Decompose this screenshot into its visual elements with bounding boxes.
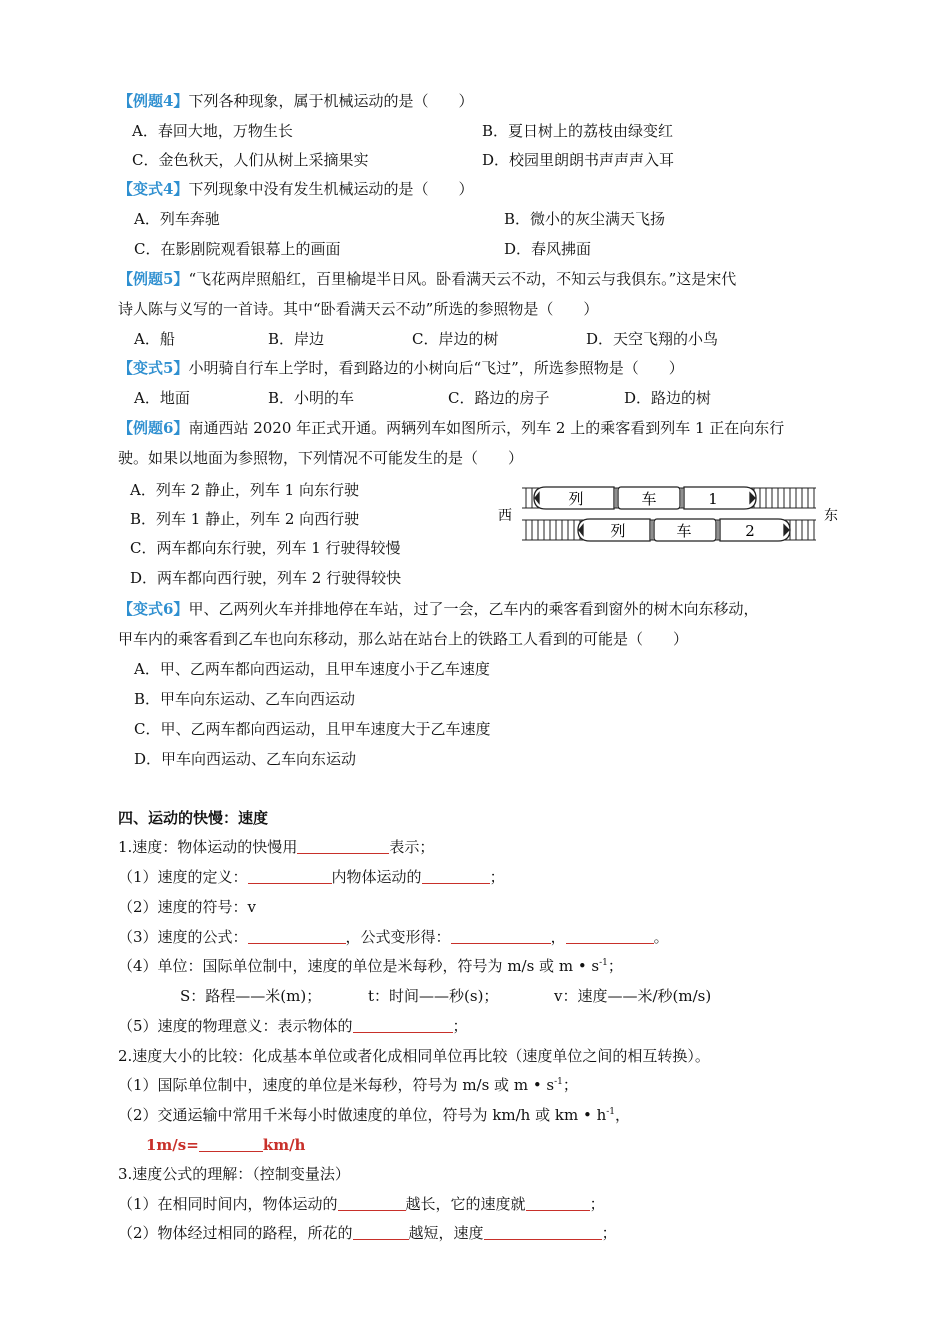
same-time (118, 1193, 605, 1215)
speed-unit-end: ； (607, 957, 623, 975)
train-1-label-3: 1 (708, 490, 718, 508)
variant-4-stem (118, 178, 473, 200)
conv-right: km/h (262, 1136, 306, 1154)
speed-formula-text2: ，公式变形得： (345, 928, 451, 946)
variant-5-option-b: B．小明的车 (268, 389, 355, 407)
blank-same-distance-1[interactable] (353, 1223, 409, 1240)
variant-5-option-a: A．地面 (134, 389, 190, 407)
blank-speed-expressed[interactable] (297, 837, 389, 854)
blank-same-distance-2[interactable] (484, 1223, 602, 1240)
blank-same-time-2[interactable] (526, 1194, 590, 1211)
example-5-tag: 【例题5】 (118, 270, 189, 288)
example-5-option-b: B．岸边 (268, 330, 325, 348)
variant-4-option-b: B．微小的灰尘满天飞扬 (504, 210, 666, 228)
example-6-option-a: A．列车 2 静止，列车 1 向东行驶 (130, 481, 359, 499)
example-5-stem-line1 (118, 268, 736, 290)
si-unit-text: （1）国际单位制中，速度的单位是米每秒，符号为 m/s 或 m • s (118, 1076, 555, 1094)
conv-left: 1m/s= (146, 1136, 199, 1154)
variant-6-option-b: B．甲车向东运动、乙车向西运动 (134, 690, 356, 708)
train-2-label-1: 列 (610, 522, 626, 540)
same-distance (118, 1222, 617, 1244)
example-5-option-a: A．船 (134, 330, 175, 348)
variant-5-tag: 【变式5】 (118, 359, 189, 377)
speed-symbol: （2）速度的符号：v (118, 898, 257, 916)
same-time-text1: （1）在相同时间内，物体运动的 (118, 1195, 338, 1213)
blank-meaning[interactable] (353, 1016, 453, 1033)
variant-5-option-c: C．路边的房子 (448, 389, 550, 407)
blank-def-2[interactable] (422, 867, 490, 884)
variant-6-stem-line2: 甲车内的乘客看到乙车也向东移动，那么站在站台上的铁路工人看到的可能是（ ） (118, 630, 689, 648)
si-unit (118, 1074, 578, 1096)
speed-definition (118, 866, 505, 888)
speed-unit (118, 955, 623, 977)
unit-conversion (146, 1134, 305, 1156)
example-6-tag: 【例题6】 (118, 419, 189, 437)
example-4-option-a: A．春回大地，万物生长 (132, 122, 293, 140)
example-5-stem-line2: 诗人陈与义写的一首诗。其中“卧看满天云不动”所选的参照物是（ ） (118, 300, 599, 318)
example-4-option-c: C．金色秋天，人们从树上采摘果实 (132, 151, 369, 169)
formula-understanding: 3.速度公式的理解：（控制变量法） (118, 1165, 350, 1183)
unit-v: v：速度——米/秒(m/s) (554, 987, 712, 1005)
speed-formula-text1: （3）速度的公式： (118, 928, 248, 946)
same-time-text2: 越长，它的速度就 (405, 1195, 526, 1213)
variant-6-option-d: D．甲车向西运动、乙车向东运动 (134, 750, 357, 768)
blank-def-1[interactable] (248, 867, 332, 884)
example-4-tag: 【例题4】 (118, 92, 189, 110)
east-label: 东 (824, 508, 838, 524)
variant-6-option-c: C．甲、乙两车都向西运动，且甲车速度大于乙车速度 (134, 720, 491, 738)
speed-def-text1: （1）速度的定义： (118, 868, 248, 886)
speed-meaning-text: （5）速度的物理意义：表示物体的 (118, 1017, 353, 1035)
traffic-unit-sup: -1 (606, 1107, 616, 1117)
variant-4-option-c: C．在影剧院观看银幕上的画面 (134, 240, 341, 258)
traffic-unit-end: ， (615, 1106, 631, 1124)
train-1-label-1: 列 (568, 490, 584, 508)
speed-formula-text3: ， (550, 928, 566, 946)
blank-conversion[interactable] (199, 1135, 263, 1152)
unit-s: S：路程——米(m)； (180, 987, 322, 1005)
blank-formula[interactable] (248, 927, 346, 944)
speed-intro-end: 表示； (389, 838, 435, 856)
variant-5-text: 小明骑自行车上学时，看到路边的小树向后“飞过”，所选参照物是（ ） (188, 359, 684, 377)
example-6-option-c: C．两车都向东行驶，列车 1 行驶得较慢 (130, 539, 401, 557)
speed-intro-text: 1.速度：物体运动的快慢用 (118, 838, 298, 856)
train-2-label-2: 车 (676, 522, 692, 540)
variant-6-tag: 【变式6】 (118, 600, 189, 618)
example-6-stem-line1 (118, 417, 784, 439)
example-5-text1: “飞花两岸照船红，百里榆堤半日风。卧看满天云不动，不知云与我俱东。”这是宋代 (188, 270, 737, 288)
blank-same-time-1[interactable] (338, 1194, 406, 1211)
speed-def-text2: 内物体运动的 (331, 868, 422, 886)
section-4-title: 四、运动的快慢：速度 (118, 809, 269, 827)
example-6-stem-line2: 驶。如果以地面为参照物，下列情况不可能发生的是（ ） (118, 449, 524, 467)
example-6-option-d: D．两车都向西行驶，列车 2 行驶得较快 (130, 569, 402, 587)
variant-4-option-d: D．春风拂面 (504, 240, 592, 258)
blank-formula-var-2[interactable] (566, 927, 654, 944)
same-time-end: ； (589, 1195, 605, 1213)
speed-formula (118, 926, 669, 948)
speed-unit-text: （4）单位：国际单位制中，速度的单位是米每秒，符号为 m/s 或 m • s (118, 957, 600, 975)
train-2-label-3: 2 (745, 522, 755, 540)
si-unit-end: ； (562, 1076, 578, 1094)
variant-5-option-d: D．路边的树 (624, 389, 712, 407)
west-label: 西 (498, 508, 512, 524)
blank-formula-var-1[interactable] (451, 927, 551, 944)
example-6-text1: 南通西站 2020 年正式开通。两辆列车如图所示，列车 2 上的乘客看到列车 1 正在向东行 (188, 419, 785, 437)
variant-4-text: 下列现象中没有发生机械运动的是（ ） (188, 180, 474, 198)
speed-meaning-end: ； (452, 1017, 468, 1035)
traffic-unit-text: （2）交通运输中常用千米每小时做速度的单位，符号为 km/h 或 km • h (118, 1106, 607, 1124)
variant-6-stem-line1 (118, 598, 758, 620)
same-distance-text2: 越短，速度 (408, 1224, 484, 1242)
example-4-option-d: D．校园里朗朗书声声声入耳 (482, 151, 675, 169)
example-4-option-b: B．夏日树上的荔枝由绿变红 (482, 122, 674, 140)
variant-4-tag: 【变式4】 (118, 180, 189, 198)
example-4-text: 下列各种现象，属于机械运动的是（ ） (188, 92, 474, 110)
traffic-unit (118, 1104, 630, 1126)
variant-6-text1: 甲、乙两列火车并排地停在车站，过了一会，乙车内的乘客看到窗外的树木向东移动， (188, 600, 759, 618)
unit-t: t：时间——秒(s)； (368, 987, 499, 1005)
train-figure (494, 480, 842, 546)
same-distance-text1: （2）物体经过相同的路程，所花的 (118, 1224, 353, 1242)
si-unit-sup: -1 (554, 1077, 563, 1087)
speed-formula-end: 。 (653, 928, 669, 946)
speed-intro (118, 836, 434, 858)
variant-6-option-a: A．甲、乙两车都向西运动，且甲车速度小于乙车速度 (134, 660, 490, 678)
speed-def-end: ； (489, 868, 505, 886)
variant-5-stem (118, 357, 684, 379)
same-distance-end: ； (601, 1224, 617, 1242)
example-6-option-b: B．列车 1 静止，列车 2 向西行驶 (130, 510, 360, 528)
example-5-option-c: C．岸边的树 (412, 330, 499, 348)
example-5-option-d: D．天空飞翔的小鸟 (586, 330, 719, 348)
example-4-stem (118, 90, 473, 112)
speed-unit-sup: -1 (599, 958, 608, 968)
speed-compare: 2.速度大小的比较：化成基本单位或者化成相同单位再比较（速度单位之间的相互转换）。 (118, 1047, 710, 1065)
speed-meaning (118, 1015, 468, 1037)
train-1-label-2: 车 (641, 490, 657, 508)
variant-4-option-a: A．列车奔驰 (134, 210, 220, 228)
